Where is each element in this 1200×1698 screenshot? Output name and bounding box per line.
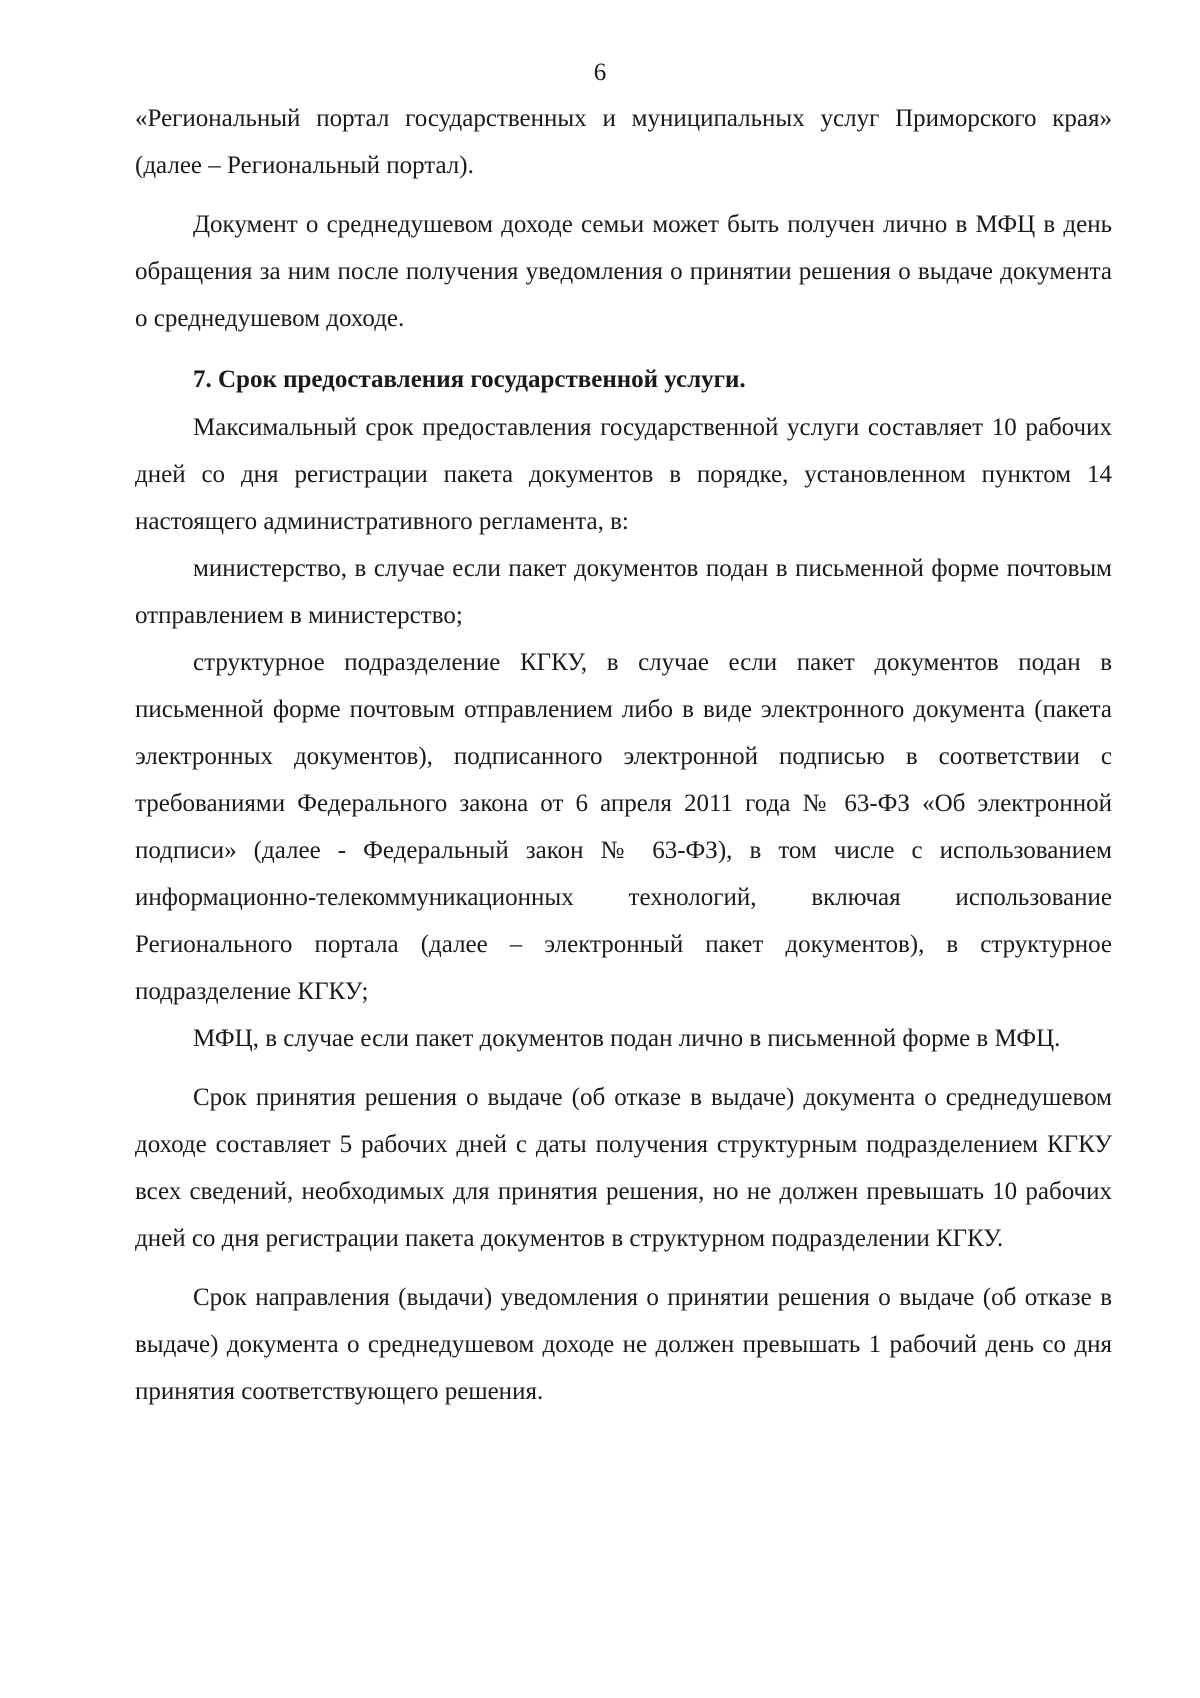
paragraph-document-receipt: Документ о среднедушевом доходе семьи может быть получен лично в МФЦ в день обращения за ним после получения уведомления о принятии решения о выдаче документа о среднедушевом доходе. [135, 211, 1112, 332]
page-number: 6 [593, 59, 607, 86]
section-heading: 7. Срок предоставления государственной услуги. [193, 366, 746, 393]
document-body [135, 95, 1112, 1415]
paragraph-mfc: МФЦ, в случае если пакет документов подан лично в письменной форме в МФЦ. [193, 1025, 1061, 1052]
paragraph-kgku: структурное подразделение КГКУ, в случае если пакет документов подан в письменной форме почтовым отправлением либо в виде электронного документа (пакета электронных документов), подписанного электронной подписью в соответствии с требованиями Федерального закона от 6 апреля 2011 года № 63-ФЗ «Об электронной подписи» (далее - Федеральный закон № 63-ФЗ), в том числе с использованием информационно-телекоммуникационных технологий, включая использование Регионального портала (далее – электронный пакет документов), в структурное подразделение КГКУ; [135, 649, 1112, 1005]
paragraph-ministry: министерство, в случае если пакет документов подан в письменной форме почтовым отправлением в министерство; [135, 555, 1112, 629]
paragraph-notification-term: Срок направления (выдачи) уведомления о принятии решения о выдаче (об отказе в выдаче) документа о среднедушевом доходе не должен превышать 1 рабочий день со дня принятия соответствующего решения. [135, 1284, 1112, 1405]
paragraph-max-term: Максимальный срок предоставления государственной услуги составляет 10 рабочих дней со дня регистрации пакета документов в порядке, установленном пунктом 14 настоящего административного регламента, в: [135, 414, 1112, 535]
paragraph-portal-name: «Региональный портал государственных и муниципальных услуг Приморского края» (далее – Региональный портал). [135, 105, 1112, 179]
paragraph-decision-term: Срок принятия решения о выдаче (об отказе в выдаче) документа о среднедушевом доходе составляет 5 рабочих дней с даты получения структурным подразделением КГКУ всех сведений, необходимых для принятия решения, но не должен превышать 10 рабочих дней со дня регистрации пакета документов в структурном подразделении КГКУ. [135, 1084, 1112, 1252]
